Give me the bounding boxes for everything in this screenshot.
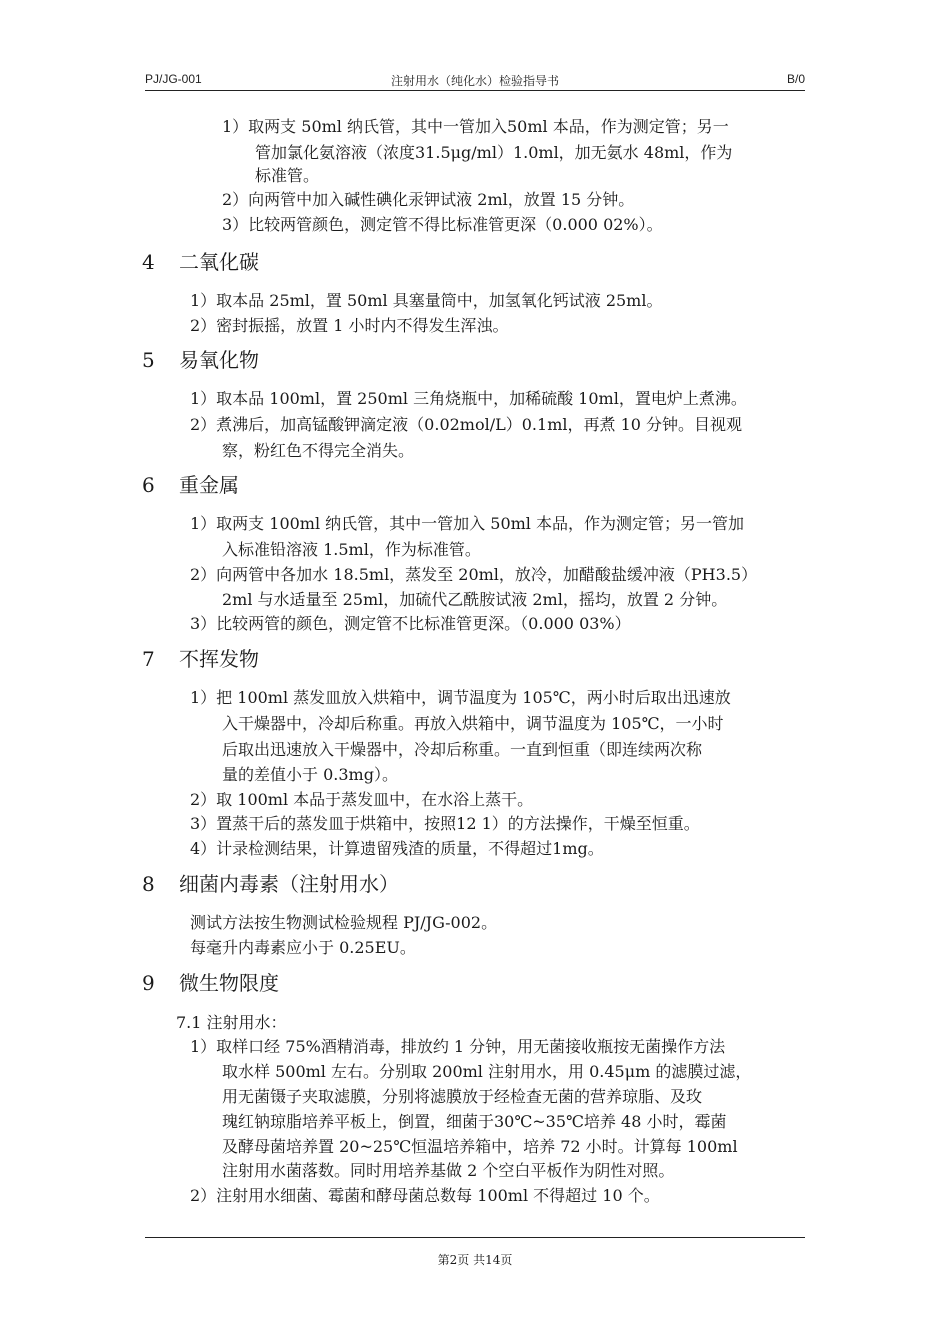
section-number: 7 [142, 647, 155, 671]
section-number: 5 [142, 348, 155, 372]
body-line: 1）取本品 100ml，置 250ml 三角烧瓶中，加稀硫酸 10ml，置电炉上煮沸。 [190, 389, 747, 408]
intro-line: 3）比较两管颜色，测定管不得比标准管更深（0.000 02%）。 [222, 215, 663, 234]
body-line: 4）计录检测结果，计算遗留残渣的质量，不得超过1mg。 [190, 839, 604, 858]
body-line: 后取出迅速放入干燥器中，冷却后称重。一直到恒重（即连续两次称 [222, 740, 703, 759]
body-line: 2）向两管中各加水 18.5ml，蒸发至 20ml，放冷，加醋酸盐缓冲液（PH3.5） [190, 565, 758, 584]
body-line: 用无菌镊子夹取滤膜，分别将滤膜放于经检查无菌的营养琼脂、及玫 [222, 1087, 703, 1106]
body-line: 注射用水菌落数。同时用培养基做 2 个空白平板作为阴性对照。 [222, 1161, 675, 1180]
body-line: 3）比较两管的颜色，测定管不比标准管更深。（0.000 03%） [190, 614, 631, 633]
section-number: 8 [142, 872, 155, 896]
doc-title: 注射用水（纯化水）检验指导书 [390, 74, 559, 88]
body-line: 3）置蒸干后的蒸发皿于烘箱中，按照12 1）的方法操作，干燥至恒重。 [190, 814, 700, 833]
section-heading [142, 647, 259, 671]
section-heading [142, 971, 279, 995]
section-heading [142, 473, 239, 497]
body-line: 入标准铅溶液 1.5ml，作为标准管。 [222, 540, 481, 559]
header-rule [145, 90, 805, 91]
body-line: 1）取本品 25ml，置 50ml 具塞量筒中，加氢氧化钙试液 25ml。 [190, 291, 663, 310]
body-line: 1）把 100ml 蒸发皿放入烘箱中，调节温度为 105℃，两小时后取出迅速放 [190, 688, 731, 707]
section-title: 细菌内毒素（注射用水） [179, 872, 399, 896]
body-line: 瑰红钠琼脂培养平板上，倒置，细菌于30℃~35℃培养 48 小时，霉菌 [222, 1112, 727, 1131]
intro-line: 管加氯化氨溶液（浓度31.5μg/ml）1.0ml，加无氨水 48ml，作为 [255, 143, 733, 162]
body-line: 2）煮沸后，加高锰酸钾滴定液（0.02mol/L）0.1ml，再煮 10 分钟。目视观 [190, 415, 743, 434]
intro-line: 1）取两支 50ml 纳氏管，其中一管加入50ml 本品，作为测定管；另一 [222, 117, 729, 136]
body-line: 及酵母菌培养置 20~25℃恒温培养箱中，培养 72 小时。计算每 100ml [222, 1137, 738, 1156]
body-line: 2）取 100ml 本品于蒸发皿中，在水浴上蒸干。 [190, 790, 534, 809]
body-line: 取水样 500ml 左右。分别取 200ml 注射用水，用 0.45μm 的滤膜过滤， [222, 1062, 752, 1081]
section-title: 不挥发物 [179, 647, 259, 671]
section-number: 6 [142, 473, 155, 497]
section-title: 二氧化碳 [179, 250, 259, 274]
body-line: 1）取两支 100ml 纳氏管，其中一管加入 50ml 本品，作为测定管；另一管加 [190, 514, 745, 533]
body-line: 入干燥器中，冷却后称重。再放入烘箱中，调节温度为 105℃，一小时 [222, 714, 724, 733]
doc-code: PJ/JG-001 [145, 72, 202, 86]
section-title: 重金属 [179, 473, 239, 497]
body-line: 2）注射用水细菌、霉菌和酵母菌总数每 100ml 不得超过 10 个。 [190, 1186, 660, 1205]
section-number: 4 [142, 250, 155, 274]
section-heading [142, 872, 399, 896]
intro-line: 标准管。 [255, 166, 320, 185]
body-line: 量的差值小于 0.3mg）。 [222, 765, 398, 784]
section-heading [142, 250, 259, 274]
intro-line: 2）向两管中加入碱性碘化汞钾试液 2ml，放置 15 分钟。 [222, 190, 635, 209]
section-number: 9 [142, 971, 155, 995]
page-number: 第2页 共14页 [437, 1253, 513, 1267]
section-title: 易氧化物 [179, 348, 259, 372]
body-line: 测试方法按生物测试检验规程 PJ/JG-002。 [190, 913, 498, 932]
section-title: 微生物限度 [179, 971, 279, 995]
subsection-title: 7.1 注射用水： [176, 1013, 287, 1032]
doc-version: B/0 [786, 72, 805, 86]
body-line: 察，粉红色不得完全消失。 [222, 441, 415, 460]
footer-rule [145, 1237, 805, 1238]
body-line: 2）密封振摇，放置 1 小时内不得发生浑浊。 [190, 316, 509, 335]
body-line: 2ml 与水适量至 25ml，加硫代乙酰胺试液 2ml，摇均，放置 2 分钟。 [222, 590, 728, 609]
section-heading [142, 348, 259, 372]
body-line: 每毫升内毒素应小于 0.25EU。 [190, 938, 416, 957]
body-line: 1）取样口经 75%酒精消毒，排放约 1 分钟，用无菌接收瓶按无菌操作方法 [190, 1037, 726, 1056]
